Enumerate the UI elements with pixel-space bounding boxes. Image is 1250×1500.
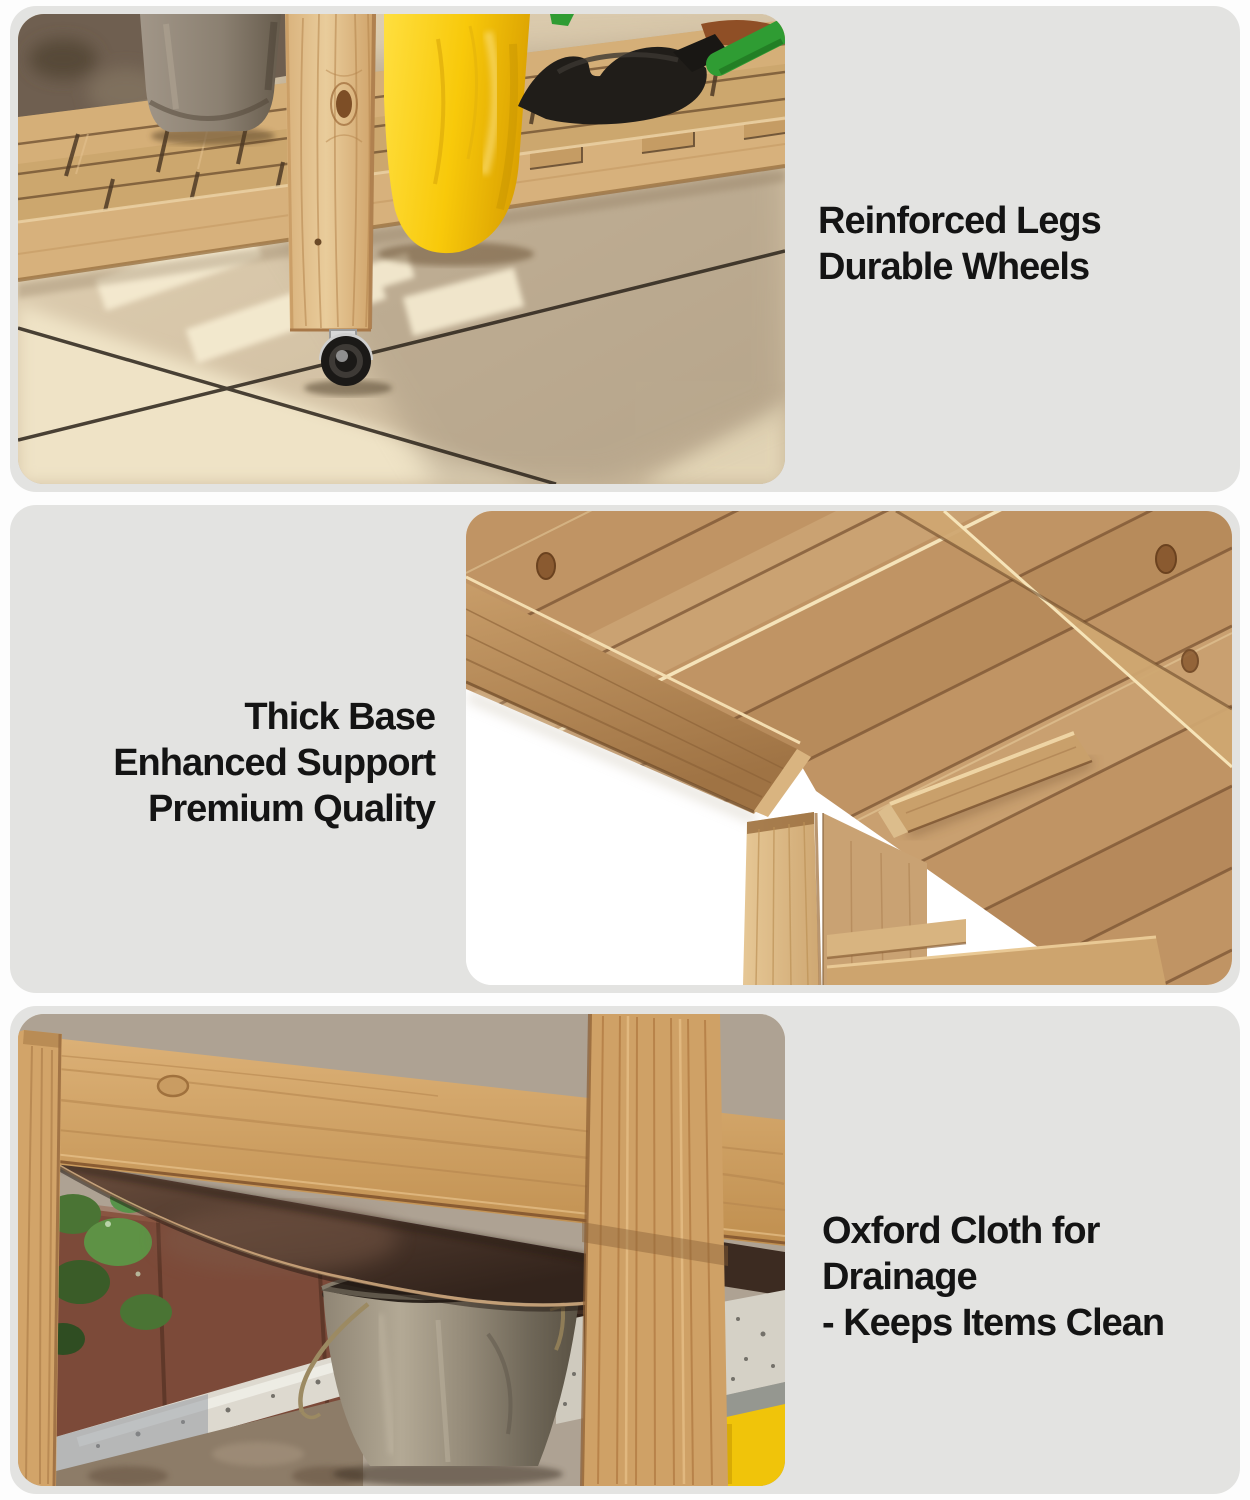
render-thick-base-icon bbox=[466, 511, 1232, 985]
caption-oxford-cloth bbox=[822, 1208, 1164, 1346]
photo-leg-caster-wheel bbox=[18, 14, 785, 484]
caption-line: Enhanced Support bbox=[113, 742, 435, 784]
section-oxford-cloth bbox=[10, 1006, 1240, 1494]
caption-line: Durable Wheels bbox=[818, 246, 1090, 288]
render-oxford-cloth-icon bbox=[18, 1014, 785, 1486]
caption-line: - Keeps Items Clean bbox=[822, 1302, 1165, 1344]
render-potting-bench-wheel-icon bbox=[18, 14, 785, 484]
caption-reinforced-legs bbox=[818, 198, 1101, 290]
photo-table-underside bbox=[466, 511, 1232, 985]
caption-line: Oxford Cloth for bbox=[822, 1210, 1100, 1252]
caption-line: Drainage bbox=[822, 1256, 977, 1298]
caption-line: Thick Base bbox=[244, 696, 435, 738]
section-thick-base bbox=[10, 505, 1240, 993]
caption-line: Reinforced Legs bbox=[818, 200, 1101, 242]
section-reinforced-legs bbox=[10, 6, 1240, 492]
caption-thick-base bbox=[60, 694, 435, 832]
photo-oxford-cloth-drainage bbox=[18, 1014, 785, 1486]
caption-line: Premium Quality bbox=[148, 788, 435, 830]
